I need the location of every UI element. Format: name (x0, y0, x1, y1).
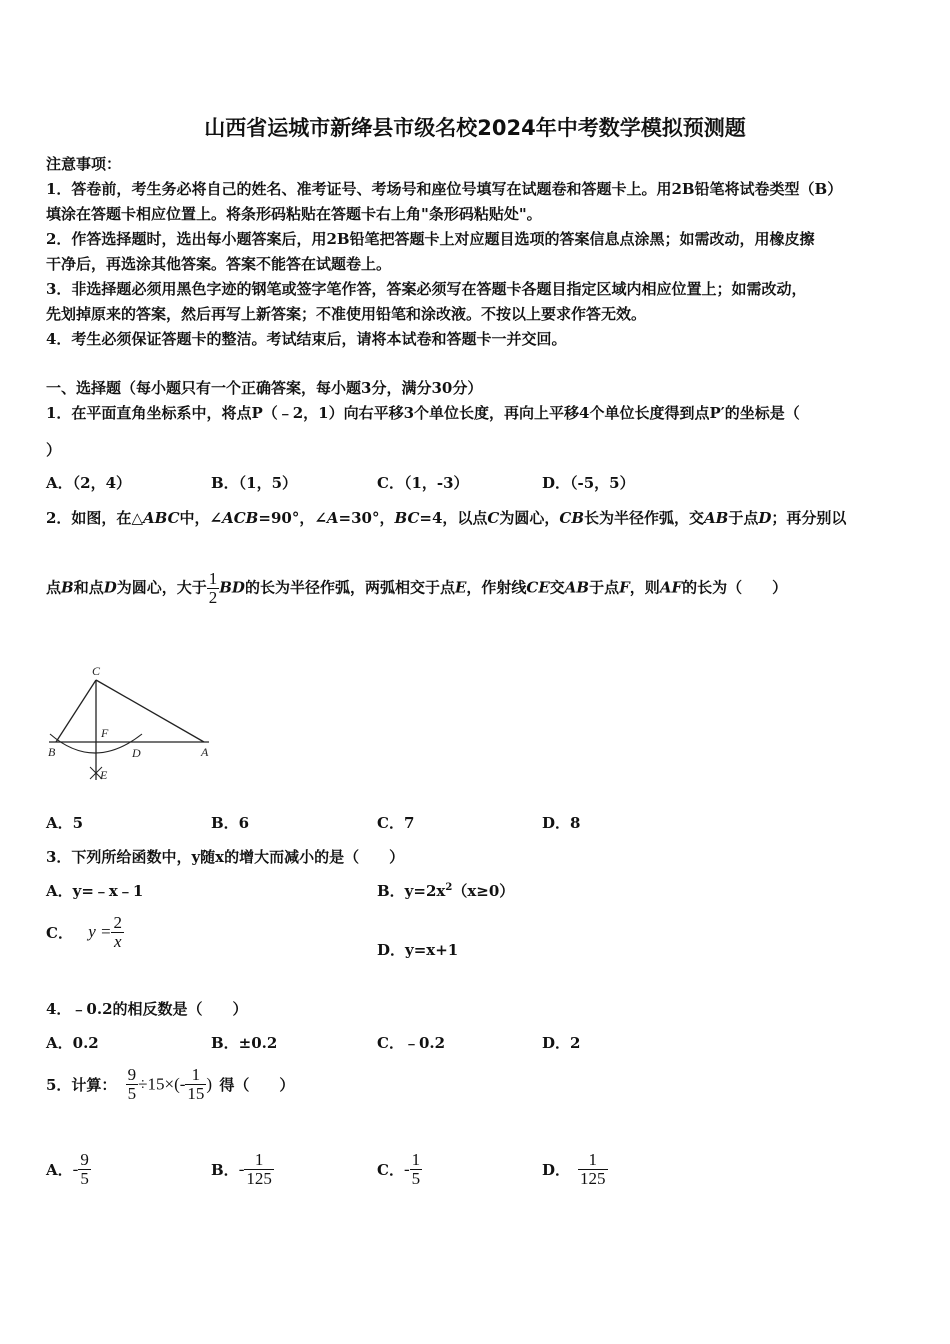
notice-line: 2．作答选择题时，选出每小题答案后，用2B铅笔把答题卡上对应题目选项的答案信息点涂黑；如需改动，用橡皮擦 (46, 230, 815, 248)
notice-line: 4．考生必须保证答题卡的整洁。考试结束后，请将本试卷和答题卡一并交回。 (46, 330, 567, 348)
segment-cb (56, 680, 96, 742)
point-f-label: F (101, 726, 109, 740)
notice-line: 先划掉原来的答案，然后再写上新答案；不准使用铅笔和涂改液。不按以上要求作答无效。 (46, 305, 647, 323)
point-a-label: A (201, 745, 209, 759)
q5-option-a: A．- $\frac{9}{5}$ (46, 1150, 89, 1188)
q1-stem-end: ） (46, 441, 62, 459)
q3-option-c: C． y = $\frac{2}{x}$ (46, 913, 122, 951)
q4-option-b: B．±0.2 (211, 1034, 278, 1052)
page-title: 山西省运城市新绛县市级名校2024年中考数学模拟预测题 (204, 116, 746, 140)
q2-option-d: D．8 (542, 814, 581, 832)
notice-line: 1．答卷前，考生务必将自己的姓名、准考证号、考场号和座位号填写在试题卷和答题卡上。用2B铅笔将试卷类型（B） (46, 180, 843, 198)
q2-stem-line2: 点B和点D为圆心，大于 $\frac{1}{2}$ BD的长为半径作弧，两弧相交于点E，作射线CE交AB于点F，则AF的长为（ ） (46, 569, 788, 607)
notice-line: 3．非选择题必须用黑色字迹的钢笔或签字笔作答，答案必须写在答题卡各题目指定区域内相应位置上；如需改动， (46, 280, 807, 298)
q2-option-a: A．5 (46, 814, 84, 832)
q4-option-a: A．0.2 (46, 1034, 99, 1052)
notice-line: 填涂在答题卡相应位置上。将条形码粘贴在答题卡右上角"条形码粘贴处"。 (46, 205, 542, 223)
q4-stem: 4．﹣0.2的相反数是（ ） (46, 1000, 248, 1018)
q5-stem: 5．计算： $\frac{9}{5}$ ÷15×(- $\frac{1}{15}$ ) 得（ ） (46, 1065, 295, 1103)
section-heading: 一、选择题（每小题只有一个正确答案，每小题3分，满分30分） (46, 379, 483, 397)
q4-option-d: D．2 (542, 1034, 581, 1052)
q1-option-d: D．（-5，5） (542, 474, 635, 492)
q3-option-d: D．y=x+1 (377, 941, 459, 959)
point-e-label: E (100, 768, 108, 782)
triangle-figure (44, 660, 219, 785)
q5-option-c: C．- $\frac{1}{5}$ (377, 1150, 421, 1188)
q5-option-d: D． $\frac{1}{125}$ (542, 1150, 606, 1188)
q4-option-c: C．﹣0.2 (377, 1034, 446, 1052)
q1-option-c: C．（1，-3） (377, 474, 469, 492)
notice-heading: 注意事项： (46, 155, 122, 173)
point-c-label: C (92, 664, 101, 678)
segment-ca (96, 680, 204, 742)
q3-option-b: B．$y=2x^2(x\ge 0)$ (377, 882, 515, 900)
notice-line: 干净后，再选涂其他答案。答案不能答在试题卷上。 (46, 255, 392, 273)
q2-option-c: C．7 (377, 814, 415, 832)
q3-option-a: A．y=﹣x﹣1 (46, 882, 144, 900)
q1-option-a: A．（2，4） (46, 474, 132, 492)
point-b-label: B (48, 745, 56, 759)
q1-option-b: B．（1，5） (211, 474, 298, 492)
q1-stem: 1．在平面直角坐标系中，将点P（﹣2，1）向右平移3个单位长度，再向上平移4个单位长度得到点P′的坐标是（ (46, 404, 800, 422)
q2-option-b: B．6 (211, 814, 250, 832)
half-fraction: $\frac{1}{2}$ (208, 569, 218, 607)
q5-option-b: B．- $\frac{1}{125}$ (211, 1150, 272, 1188)
point-d-label: D (132, 746, 141, 760)
q2-stem-line1: 2．如图，在△ABC中，∠ACB=90°，∠A=30°，BC=4，以点C为圆心，CB长为半径作弧，交AB于点D；再分别以 (46, 509, 847, 527)
q3-stem: 3．下列所给函数中，y随x的增大而减小的是（ ） (46, 848, 405, 866)
